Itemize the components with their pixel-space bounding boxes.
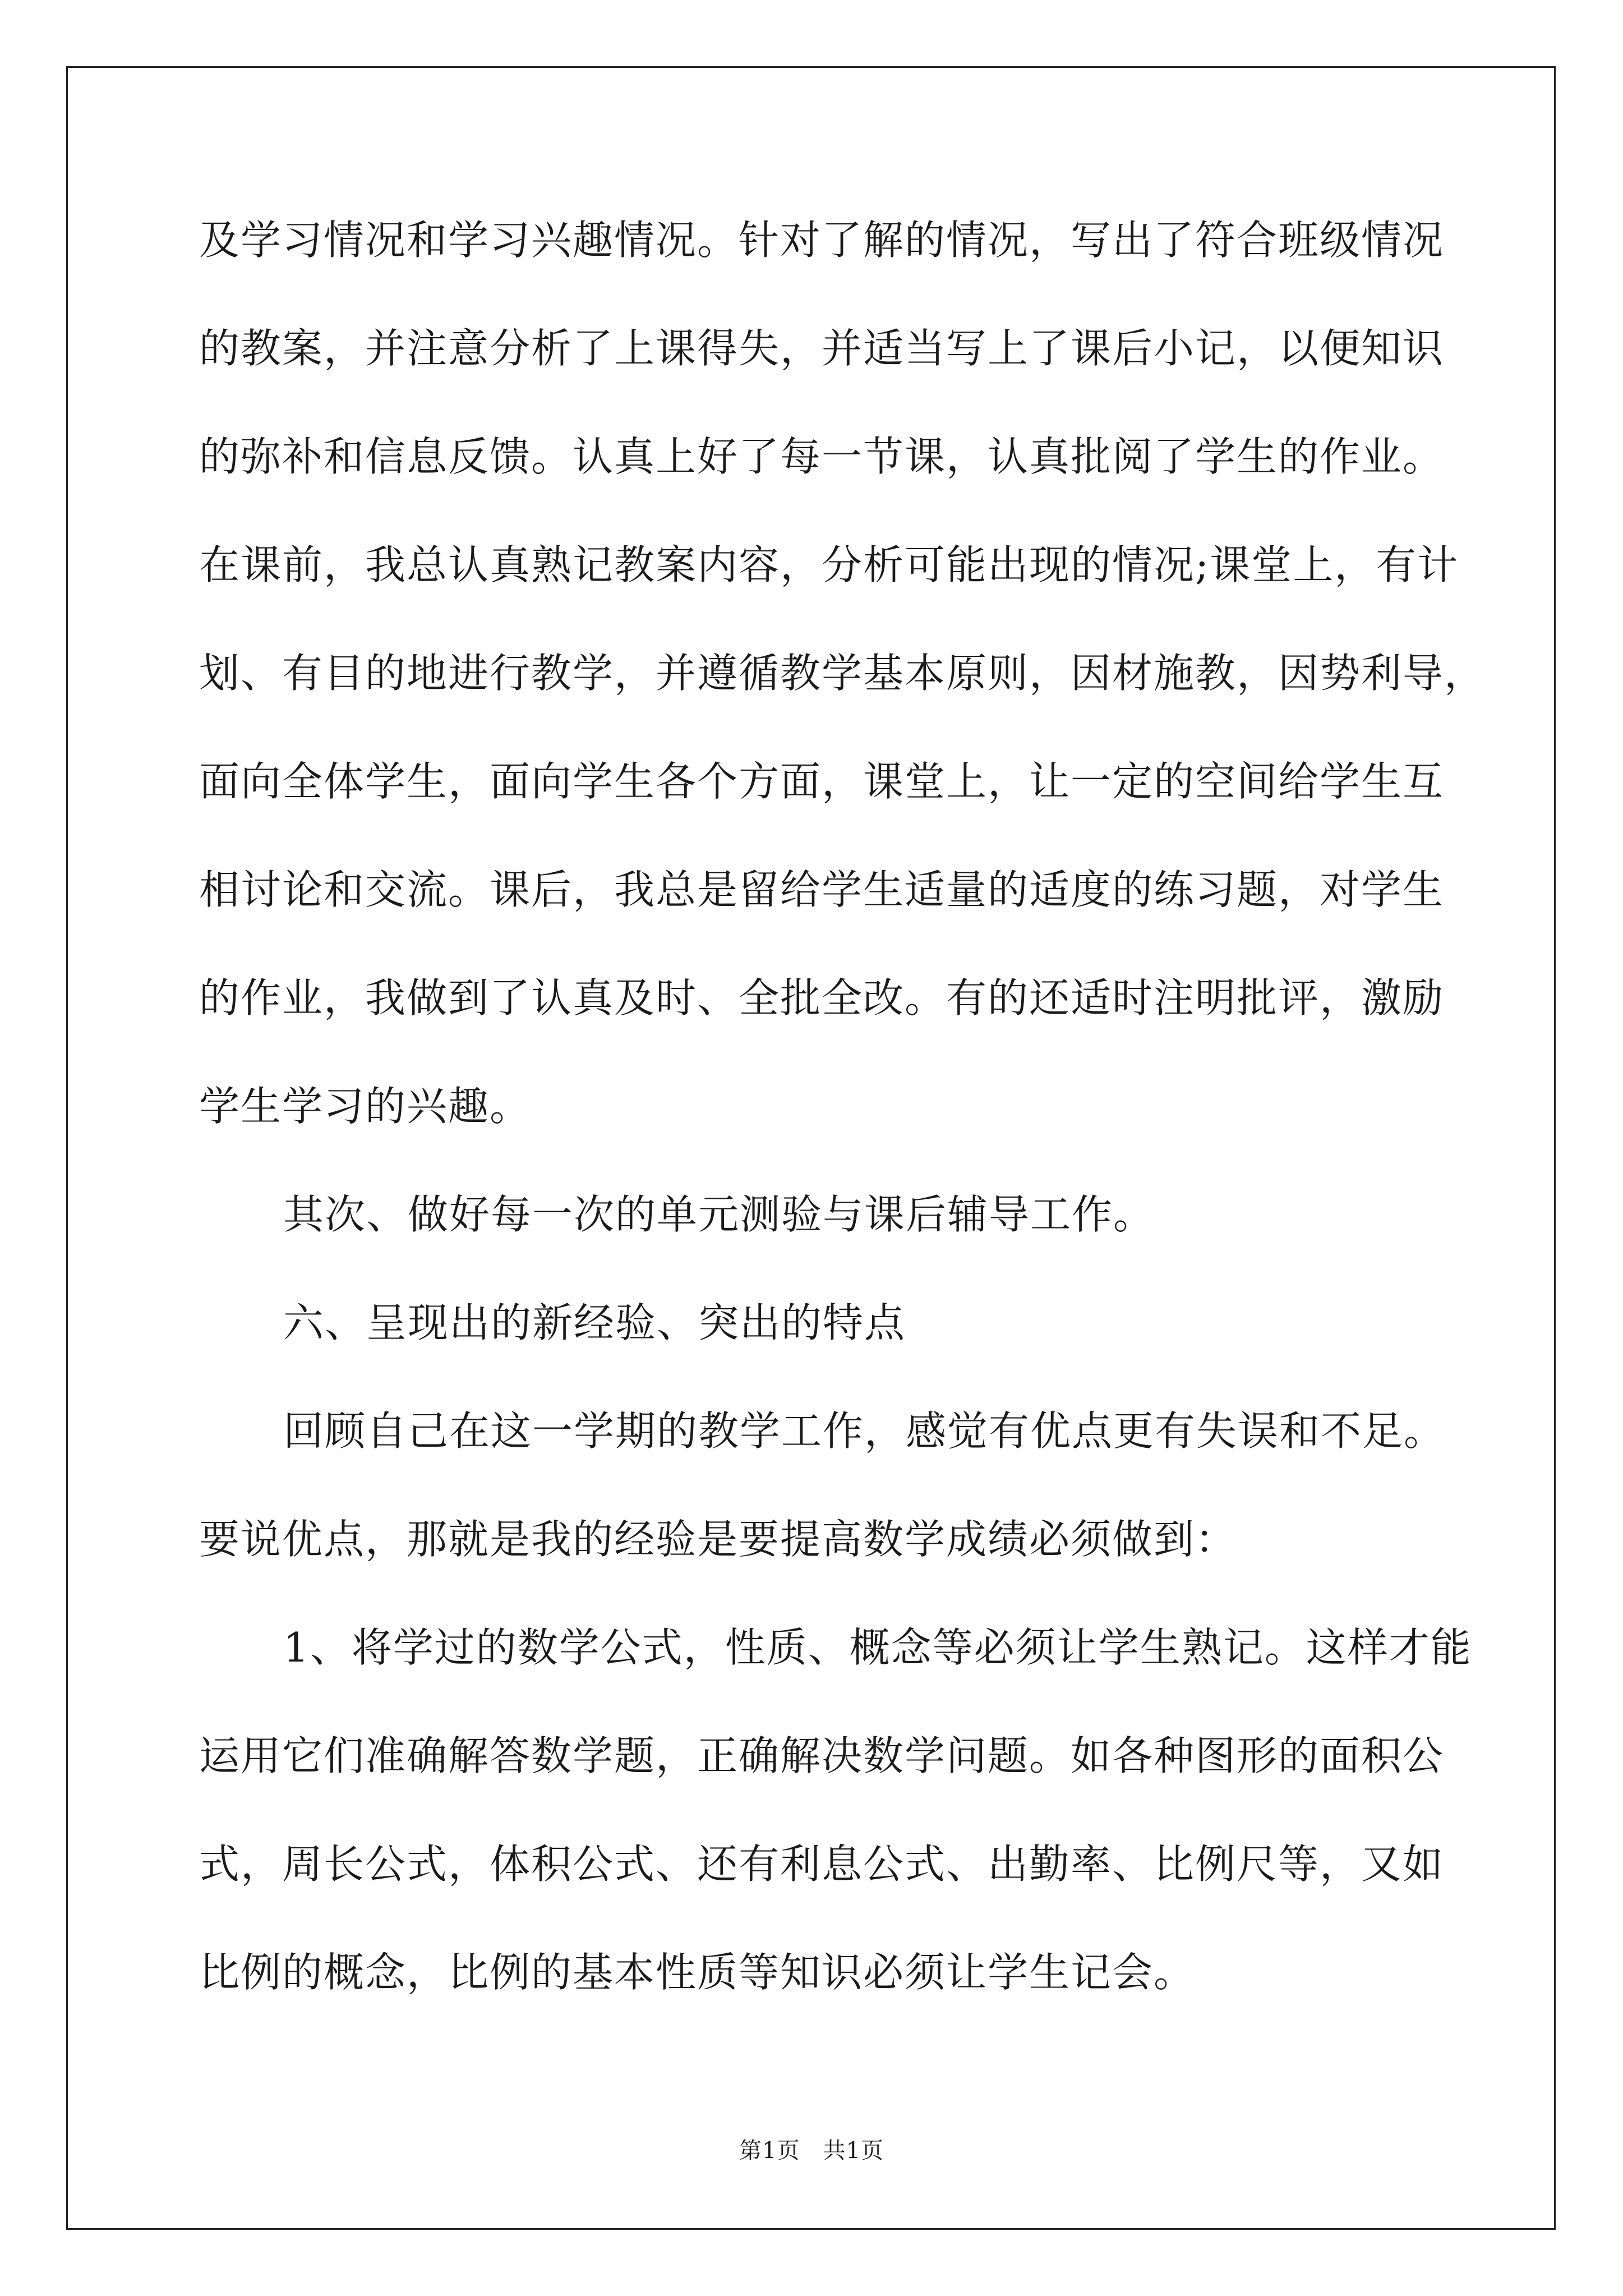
text-line: 在课前，我总认真熟记教案内容，分析可能出现的情况;课堂上，有计: [199, 541, 1459, 588]
text-line: 比例的概念，比例的基本性质等知识必须让学生记会。: [199, 1949, 1196, 1996]
text-line: 式，周长公式，体积公式、还有利息公式、出勤率、比例尺等，又如: [199, 1841, 1445, 1888]
text-line: 及学习情况和学习兴趣情况。针对了解的情况，写出了符合班级情况: [199, 217, 1445, 264]
paragraph-first-line: 其次、做好每一次的单元测验与课后辅导工作。: [283, 1191, 1155, 1238]
text-line: 学生学习的兴趣。: [199, 1083, 532, 1130]
text-line: 面向全体学生，面向学生各个方面，课堂上，让一定的空间给学生互: [199, 758, 1445, 805]
text-line: 划、有目的地进行教学，并遵循教学基本原则，因材施教，因势利导，: [199, 650, 1486, 697]
text-line: 的弥补和信息反馈。认真上好了每一节课，认真批阅了学生的作业。: [199, 433, 1445, 480]
text-line: 运用它们准确解答数学题，正确解决数学问题。如各种图形的面积公: [199, 1732, 1445, 1779]
section-heading: 六、呈现出的新经验、突出的特点: [283, 1299, 906, 1346]
text-line: 相讨论和交流。课后，我总是留给学生适量的适度的练习题，对学生: [199, 866, 1445, 913]
page-footer: 第1页 共1页: [739, 2138, 884, 2164]
text-line: 的作业，我做到了认真及时、全批全改。有的还适时注明批评，激励: [199, 974, 1445, 1022]
text-line: 要说优点，那就是我的经验是要提高数学成绩必须做到：: [199, 1516, 1237, 1563]
page-border: [66, 66, 1556, 2230]
text-line: 的教案，并注意分析了上课得失，并适当写上了课后小记，以便知识: [199, 325, 1445, 372]
list-item-first-line: 1、将学过的数学公式，性质、概念等必须让学生熟记。这样才能: [283, 1624, 1472, 1671]
paragraph-first-line: 回顾自己在这一学期的教学工作，感觉有优点更有失误和不足。: [283, 1407, 1446, 1455]
